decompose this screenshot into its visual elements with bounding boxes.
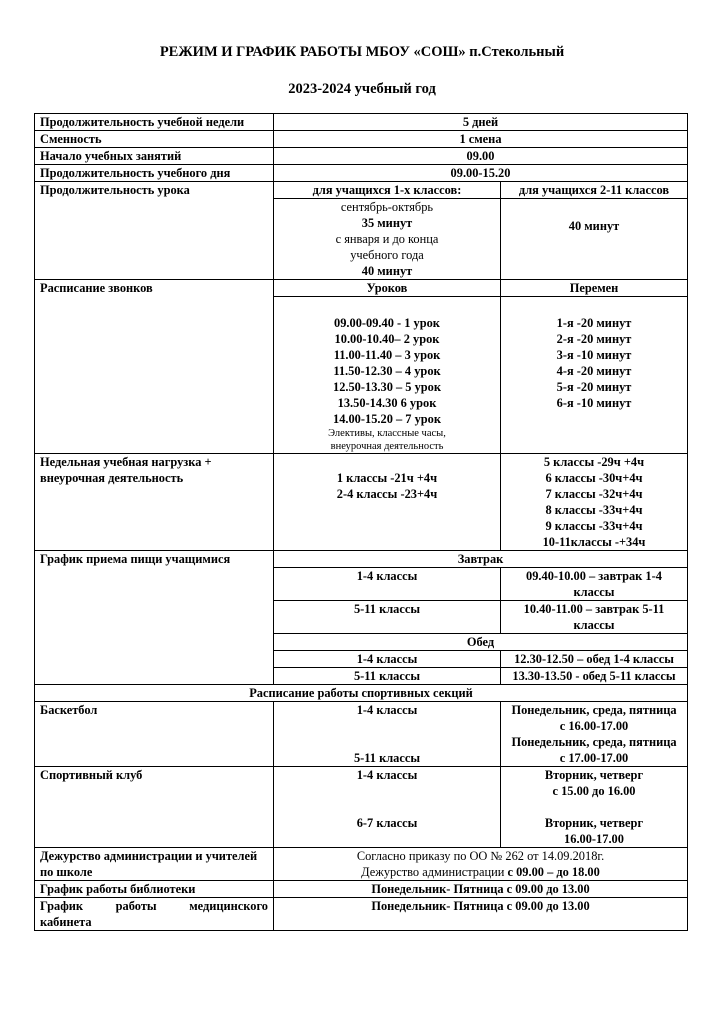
text-line: кабинета [40, 915, 92, 929]
row-value: 09.00 [274, 148, 688, 165]
text-line: сентябрь-октябрь [340, 200, 434, 214]
table-row [35, 848, 688, 881]
spacer [279, 799, 495, 815]
list-item: 11.00-11.40 – 3 урок [333, 348, 441, 362]
col-header: для учащихся 2-11 классов [501, 182, 688, 199]
list-item: 09.00-09.40 - 1 урок [334, 316, 440, 330]
page-subtitle: 2023-2024 учебный год [288, 81, 436, 97]
list-item: 3-я -10 минут [556, 348, 632, 362]
list-item: с 17.00-17.00 [559, 751, 629, 765]
list-item: Понедельник, среда, пятница [511, 703, 677, 717]
sport-groups [274, 767, 501, 848]
row-label: Продолжительность урока [35, 182, 274, 280]
list-item: 6-7 классы [356, 816, 418, 830]
col-header: для учащихся 1-х классов: [274, 182, 501, 199]
table-row [35, 881, 688, 898]
load-primary [274, 454, 501, 551]
row-label: Дежурство администрации и учителей по школе [35, 848, 274, 881]
schedule-table [34, 113, 688, 931]
row-label: Сменность [35, 131, 274, 148]
row-label: Продолжительность учебной недели [35, 114, 274, 131]
list-item: с 15.00 до 16.00 [552, 784, 636, 798]
col-header: Перемен [501, 280, 688, 297]
meal-time: 12.30-12.50 – обед 1-4 классы [501, 651, 688, 668]
sport-schedule [501, 702, 688, 767]
lessons-list [274, 297, 501, 454]
breaks-list [501, 297, 688, 454]
row-value: Понедельник- Пятница с 09.00 до 13.00 [274, 881, 688, 898]
table-row [35, 280, 688, 297]
meal-group: 5-11 классы [274, 668, 501, 685]
list-item: Вторник, четверг [544, 768, 644, 782]
row-label: Недельная учебная нагрузка + внеурочная деятельность [35, 454, 274, 551]
list-item: 8 классы -33ч+4ч [545, 503, 643, 517]
list-item: 13.50-14.30 6 урок [337, 396, 437, 410]
list-item: 4-я -20 минут [556, 364, 632, 378]
row-value: 5 дней [274, 114, 688, 131]
list-item: Вторник, четверг [544, 816, 644, 830]
note: внеурочная деятельность [330, 441, 444, 452]
duty-label: Дежурство администрации [361, 865, 508, 879]
list-item: 5-я -20 минут [556, 380, 632, 394]
list-item: 11.50-12.30 – 4 урок [333, 364, 441, 378]
list-item: 16.00-17.00 [564, 832, 624, 846]
list-item: 1 классы -21ч +4ч [336, 471, 438, 485]
page-title: РЕЖИМ И ГРАФИК РАБОТЫ МБОУ «СОШ» п.Стекольный [159, 44, 565, 60]
row-label: Баскетбол [35, 702, 274, 767]
breakfast-header: Завтрак [274, 551, 688, 568]
meal-time: 09.40-10.00 – завтрак 1-4 классы [501, 568, 688, 601]
list-item: 10.00-10.40– 2 урок [334, 332, 440, 346]
table-row [35, 114, 688, 131]
list-item: Понедельник, среда, пятница [511, 735, 677, 749]
table-row [35, 165, 688, 182]
col-header: Уроков [274, 280, 501, 297]
meal-time: 10.40-11.00 – завтрак 5-11 классы [501, 601, 688, 634]
spacer [279, 831, 495, 847]
spacer [279, 783, 495, 799]
meal-group: 1-4 классы [274, 568, 501, 601]
row-label: Продолжительность учебного дня [35, 165, 274, 182]
table-row [35, 131, 688, 148]
table-row [35, 148, 688, 165]
list-item: с 16.00-17.00 [559, 719, 629, 733]
row-label [35, 898, 274, 931]
lesson-first-grade [274, 199, 501, 280]
spacer [279, 718, 495, 734]
meal-group: 5-11 классы [274, 601, 501, 634]
list-item: 10-11классы -+34ч [542, 535, 646, 549]
sport-groups [274, 702, 501, 767]
duty-hours [279, 864, 682, 880]
text-line: 35 минут [361, 216, 413, 230]
text-line: с января и до конца [335, 232, 439, 246]
list-item: 5 классы -29ч +4ч [543, 455, 645, 469]
spacer [279, 734, 495, 750]
list-item: 1-4 классы [356, 703, 418, 717]
meal-time: 13.30-13.50 - обед 5-11 классы [501, 668, 688, 685]
list-item: 9 классы -33ч+4ч [545, 519, 643, 533]
table-row [35, 454, 688, 551]
row-value: Понедельник- Пятница с 09.00 до 13.00 [274, 898, 688, 931]
list-item: 1-я -20 минут [556, 316, 632, 330]
lunch-header: Обед [274, 634, 688, 651]
row-label: Расписание звонков [35, 280, 274, 454]
list-item: 6-я -10 минут [556, 396, 632, 410]
row-label: График приема пищи учащимися [35, 551, 274, 685]
list-item: 6 классы -30ч+4ч [545, 471, 643, 485]
table-row [35, 551, 688, 568]
lesson-other-grades: 40 минут [501, 199, 688, 280]
text-line: 40 минут [361, 264, 413, 278]
text-line: учебного года [350, 248, 424, 262]
load-secondary [501, 454, 688, 551]
list-item: 1-4 классы [356, 768, 418, 782]
section-header: Расписание работы спортивных секций [35, 685, 688, 702]
note: Элективы, классные часы, [328, 428, 446, 439]
meal-group: 1-4 классы [274, 651, 501, 668]
list-item: 14.00-15.20 – 7 урок [333, 412, 441, 426]
table-row [35, 898, 688, 931]
duty-order: Согласно приказу по ОО № 262 от 14.09.2018г. [356, 849, 605, 863]
list-item: 2-я -20 минут [556, 332, 632, 346]
row-label: Начало учебных занятий [35, 148, 274, 165]
text-line: График работы медицинского [40, 899, 268, 913]
list-item: 12.50-13.30 – 5 урок [333, 380, 441, 394]
spacer [506, 799, 682, 815]
list-item: 7 классы -32ч+4ч [545, 487, 643, 501]
table-row [35, 685, 688, 702]
duty-info [274, 848, 688, 881]
row-label: График работы библиотеки [35, 881, 274, 898]
row-value: 1 смена [274, 131, 688, 148]
table-row [35, 702, 688, 767]
table-row [35, 182, 688, 199]
list-item: 2-4 классы -23+4ч [336, 487, 438, 501]
list-item: 5-11 классы [353, 751, 421, 765]
row-label: Спортивный клуб [35, 767, 274, 848]
row-value: 09.00-15.20 [274, 165, 688, 182]
duty-time: с 09.00 – до 18.00 [507, 865, 600, 879]
table-row [35, 767, 688, 848]
sport-schedule [501, 767, 688, 848]
